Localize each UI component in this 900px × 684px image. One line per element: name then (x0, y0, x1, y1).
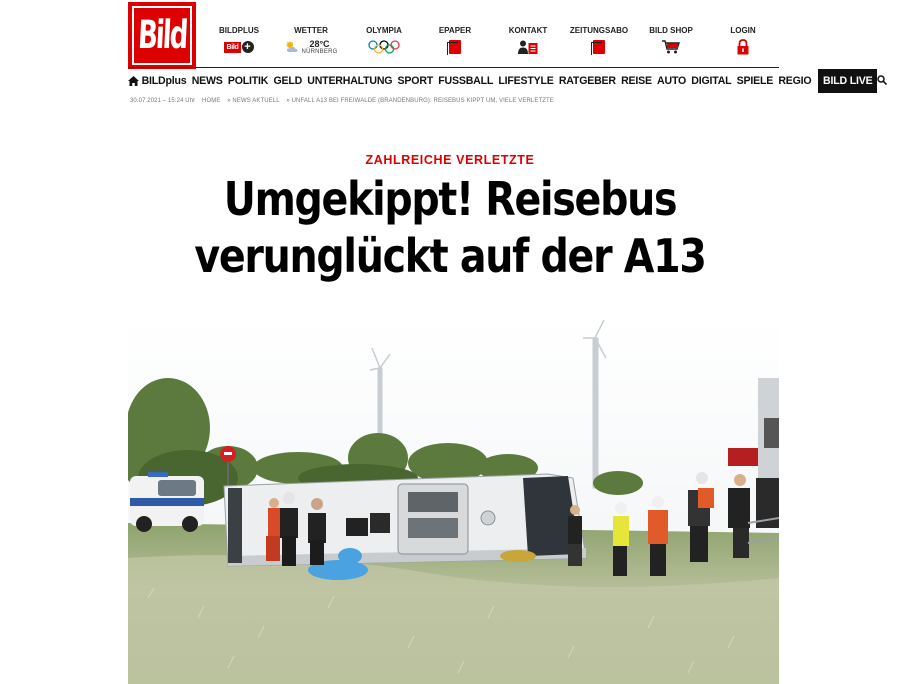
bus-accident-photo (128, 318, 779, 684)
nav-item-digital[interactable]: DIGITAL (691, 75, 732, 87)
nav-item-geld[interactable]: GELD (273, 75, 303, 87)
cart-icon (662, 40, 680, 54)
search-button[interactable] (877, 72, 887, 90)
newspaper-icon (593, 40, 605, 54)
nav-item-bildplus[interactable]: BILDplus (141, 75, 187, 87)
nav-item-bild-live[interactable]: BILD LIVE (818, 69, 877, 93)
sun-cloud-icon (285, 41, 299, 53)
breadcrumb-section[interactable]: » NEWS AKTUELL (227, 98, 280, 104)
article-hero-image[interactable] (128, 318, 779, 684)
topbar-epaper[interactable] (430, 26, 480, 58)
topbar-olympia-label: OLYMPIA (366, 26, 402, 35)
breadcrumb-home[interactable]: HOME (202, 98, 221, 104)
search-icon (877, 75, 887, 85)
topbar-zeitungsabo-label: ZEITUNGSABO (569, 26, 629, 35)
weather-city: NÜRNBERG (301, 49, 338, 55)
bildplus-icon (224, 41, 253, 53)
nav-item-auto[interactable]: AUTO (657, 75, 687, 87)
topbar-kontakt-label: KONTAKT (508, 26, 548, 35)
nav-item-politik[interactable]: POLITIK (227, 75, 269, 87)
bild-logo-frame (132, 6, 192, 65)
nav-item-sport[interactable]: SPORT (397, 75, 434, 87)
weather-temp: 28°C (309, 39, 330, 49)
nav-divider (128, 67, 779, 68)
topbar-login[interactable] (718, 26, 768, 58)
bildplus-icon-text: Bild (226, 43, 239, 51)
nav-item-ratgeber[interactable]: RATGEBER (558, 75, 616, 87)
topbar-olympia[interactable] (356, 26, 412, 58)
headline-line-1: Umgekippt! Reisebus (223, 172, 677, 226)
topbar-bildplus-label: BILDPLUS (219, 26, 259, 35)
topbar-shop[interactable] (643, 26, 699, 58)
bild-logo[interactable] (128, 2, 196, 69)
article-headline (192, 171, 708, 285)
topbar-epaper-label: EPAPER (438, 26, 472, 35)
topbar-bildplus[interactable] (212, 26, 266, 58)
breadcrumb-current: » UNFALL A13 BEI FREIWALDE (BRANDENBURG): REISEBUS KIPPT UM, VIELE VERLETZTE (286, 98, 554, 104)
topbar-wetter[interactable] (283, 26, 339, 58)
olympic-rings-icon (367, 40, 401, 54)
nav-item-news[interactable]: NEWS (191, 75, 223, 87)
nav-item-reise[interactable]: REISE (621, 75, 652, 87)
nav-item-regio[interactable]: REGIO (778, 75, 812, 87)
topbar-kontakt[interactable] (501, 26, 555, 58)
nav-item-fussball[interactable]: FUSSBALL (438, 75, 494, 87)
nav-item-spiele[interactable]: SPIELE (736, 75, 774, 87)
topbar-shop-label: BILD SHOP (649, 26, 693, 35)
lock-icon (736, 39, 750, 55)
main-nav (128, 69, 873, 93)
contact-icon (518, 40, 538, 54)
breadcrumb (130, 98, 559, 104)
home-link[interactable] (128, 76, 139, 86)
headline-line-2: verunglückt auf der A13 (194, 229, 706, 283)
nav-item-unterhaltung[interactable]: UNTERHALTUNG (307, 75, 393, 87)
home-icon (128, 76, 139, 86)
topbar-login-label: LOGIN (730, 26, 756, 35)
article-date: 30.07.2021 – 15:24 Uhr (130, 98, 196, 104)
epaper-icon (449, 40, 461, 54)
nav-item-lifestyle[interactable]: LIFESTYLE (498, 75, 554, 87)
bild-logo-text: Bild (136, 13, 188, 58)
topbar-zeitungsabo[interactable] (566, 26, 632, 58)
article-kicker: ZAHLREICHE VERLETZTE (365, 153, 535, 167)
bildplus-icon-plus: + (242, 41, 254, 53)
topbar-wetter-label: WETTER (294, 26, 328, 35)
